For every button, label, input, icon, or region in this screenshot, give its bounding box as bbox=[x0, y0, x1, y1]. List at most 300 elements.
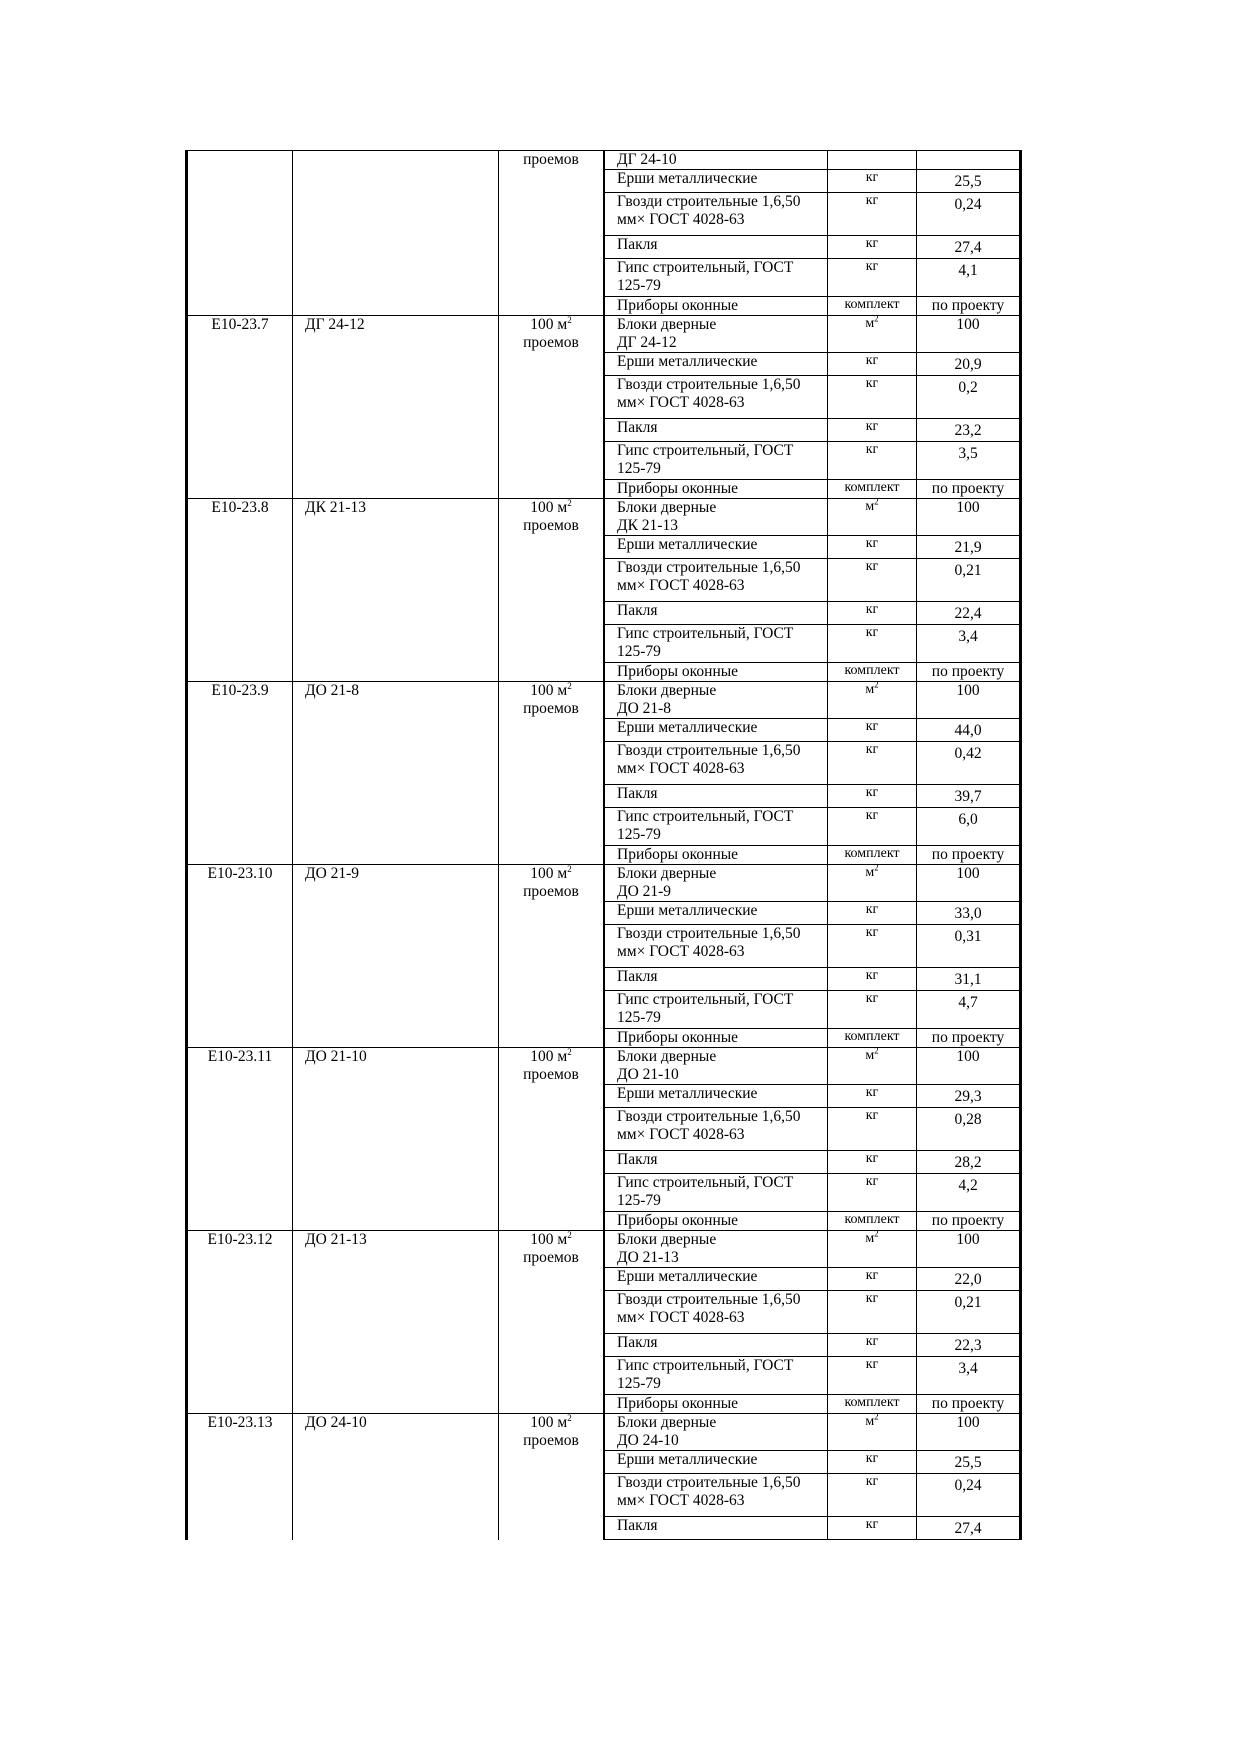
item-name-cell bbox=[604, 170, 828, 193]
name-cell: ДО 24-10 bbox=[293, 1414, 499, 1540]
unit-top-text: 100 м bbox=[530, 316, 568, 333]
item-unit-text: кг bbox=[865, 1085, 879, 1100]
item-name-line: Блоки дверные bbox=[617, 1048, 717, 1065]
item-value-cell: 33,0 bbox=[917, 902, 1021, 925]
item-value-cell: по проекту bbox=[917, 1212, 1021, 1231]
item-name-cell bbox=[604, 625, 828, 663]
unit-cell bbox=[499, 1231, 605, 1414]
item-unit-cell bbox=[828, 353, 917, 376]
item-name-cell bbox=[604, 1174, 828, 1212]
unit-bottom: проемов bbox=[523, 517, 579, 534]
item-unit-text: м bbox=[865, 1048, 875, 1063]
item-unit-text: комплект bbox=[844, 663, 900, 678]
item-value-cell: 22,3 bbox=[917, 1334, 1021, 1357]
item-name-cell bbox=[604, 1151, 828, 1174]
item-unit-cell bbox=[828, 902, 917, 925]
item-name-line: Ерши металлические bbox=[617, 1451, 758, 1468]
item-value-cell: 100 bbox=[917, 1231, 1021, 1268]
item-name-cell bbox=[604, 1291, 828, 1334]
table-row bbox=[187, 1414, 1021, 1451]
item-name-cell bbox=[604, 902, 828, 925]
item-value-cell: 27,4 bbox=[917, 236, 1021, 259]
item-name-cell bbox=[604, 259, 828, 297]
item-name-line: Пакля bbox=[617, 1334, 658, 1351]
item-name-cell bbox=[604, 1451, 828, 1474]
item-unit-cell bbox=[828, 313, 917, 353]
item-unit-text: кг bbox=[865, 1268, 879, 1283]
item-unit-text: комплект bbox=[844, 480, 900, 495]
item-name-line: Блоки дверные bbox=[617, 682, 717, 699]
item-unit-text: кг bbox=[865, 353, 879, 368]
item-unit-cell bbox=[828, 742, 917, 785]
item-unit-text: кг bbox=[865, 991, 879, 1006]
item-value-cell: 20,9 bbox=[917, 353, 1021, 376]
item-unit-text: комплект bbox=[844, 1212, 900, 1227]
item-unit-cell bbox=[828, 785, 917, 808]
item-name-cell bbox=[604, 663, 828, 682]
unit-bottom: проемов bbox=[523, 883, 579, 900]
code-cell: Е10-23.9 bbox=[187, 682, 293, 865]
item-name-cell bbox=[604, 846, 828, 865]
item-value-cell: по проекту bbox=[917, 1395, 1021, 1414]
item-unit-cell bbox=[828, 1474, 917, 1517]
item-unit-text: комплект bbox=[844, 846, 900, 861]
code-cell: Е10-23.10 bbox=[187, 865, 293, 1048]
item-unit-text: комплект bbox=[844, 1029, 900, 1044]
item-name-line: 125-79 bbox=[617, 826, 661, 843]
item-value-cell: 22,0 bbox=[917, 1268, 1021, 1291]
unit-cell bbox=[499, 499, 605, 682]
item-name-line: мм× ГОСТ 4028-63 bbox=[617, 943, 745, 960]
unit-bottom: проемов bbox=[523, 151, 579, 168]
item-unit-cell bbox=[828, 193, 917, 236]
item-name-cell bbox=[604, 925, 828, 968]
item-value-cell: 4,1 bbox=[917, 259, 1021, 297]
item-value-cell: 0,24 bbox=[917, 1474, 1021, 1517]
code-cell: Е10-23.12 bbox=[187, 1231, 293, 1414]
item-unit-cell bbox=[828, 480, 917, 499]
item-name-line: Приборы оконные bbox=[617, 297, 739, 314]
item-name-line: мм× ГОСТ 4028-63 bbox=[617, 394, 745, 411]
item-name-line: Гвозди строительные 1,6,50 bbox=[617, 925, 801, 942]
item-name-cell bbox=[604, 602, 828, 625]
item-value-cell: по проекту bbox=[917, 1029, 1021, 1048]
item-name-cell bbox=[604, 1231, 828, 1268]
item-name-cell bbox=[604, 442, 828, 480]
item-name-cell bbox=[604, 742, 828, 785]
item-unit-text: кг bbox=[865, 1517, 879, 1532]
item-name-line: ДО 21-13 bbox=[617, 1249, 679, 1266]
item-name-cell bbox=[604, 1029, 828, 1048]
item-name-line: Ерши металлические bbox=[617, 1268, 758, 1285]
item-name-line: Пакля bbox=[617, 1517, 658, 1534]
item-unit-cell bbox=[828, 236, 917, 259]
norms-table bbox=[185, 150, 1022, 1540]
unit-top bbox=[499, 499, 603, 517]
item-value-cell: 100 bbox=[917, 316, 1021, 353]
item-name-cell bbox=[604, 193, 828, 236]
item-name-line: Гипс строительный, ГОСТ bbox=[617, 259, 794, 276]
item-name-line: Блоки дверные bbox=[617, 1414, 717, 1431]
item-unit-cell bbox=[828, 1357, 917, 1395]
item-name-cell bbox=[604, 1334, 828, 1357]
item-unit-cell bbox=[828, 376, 917, 419]
item-name-cell bbox=[604, 1357, 828, 1395]
table-row bbox=[187, 682, 1021, 719]
item-unit-cell bbox=[828, 419, 917, 442]
code-cell: Е10-23.11 bbox=[187, 1048, 293, 1231]
item-unit-cell bbox=[828, 170, 917, 193]
item-name-cell bbox=[604, 1517, 828, 1540]
name-cell: ДО 21-8 bbox=[293, 682, 499, 865]
unit-top-text: 100 м bbox=[530, 1048, 568, 1065]
item-unit-cell bbox=[828, 679, 917, 719]
item-value-cell: 21,9 bbox=[917, 536, 1021, 559]
item-unit-superscript: 2 bbox=[874, 1228, 879, 1239]
item-name-line: Приборы оконные bbox=[617, 480, 739, 497]
item-unit-cell bbox=[828, 536, 917, 559]
unit-cell bbox=[499, 682, 605, 865]
item-name-line: мм× ГОСТ 4028-63 bbox=[617, 211, 745, 228]
item-name-line: ДО 24-10 bbox=[617, 1432, 679, 1449]
item-name-line: Ерши металлические bbox=[617, 1085, 758, 1102]
table-row bbox=[187, 316, 1021, 353]
item-unit-text: кг bbox=[865, 1334, 879, 1349]
item-name-cell bbox=[604, 1212, 828, 1231]
unit-top bbox=[499, 682, 603, 700]
item-unit-text: комплект bbox=[844, 297, 900, 312]
item-value-cell: 0,28 bbox=[917, 1108, 1021, 1151]
item-unit-cell bbox=[828, 1291, 917, 1334]
unit-top-text: 100 м bbox=[530, 499, 568, 516]
item-unit-text: кг bbox=[865, 1451, 879, 1466]
item-name-line: Пакля bbox=[617, 236, 658, 253]
item-unit-text: м bbox=[865, 499, 875, 514]
item-value-cell: 0,24 bbox=[917, 193, 1021, 236]
item-value-cell: 0,2 bbox=[917, 376, 1021, 419]
item-name-cell bbox=[604, 968, 828, 991]
item-unit-text: кг bbox=[865, 625, 879, 640]
item-unit-cell bbox=[828, 496, 917, 536]
item-unit-cell bbox=[828, 297, 917, 316]
item-name-cell bbox=[604, 785, 828, 808]
item-value-cell: 3,5 bbox=[917, 442, 1021, 480]
item-unit-cell bbox=[828, 1029, 917, 1048]
item-value-cell: 23,2 bbox=[917, 419, 1021, 442]
item-unit-text: м bbox=[865, 682, 875, 697]
item-unit-superscript: 2 bbox=[874, 679, 879, 690]
name-cell: ДК 21-13 bbox=[293, 499, 499, 682]
item-name-line: Ерши металлические bbox=[617, 170, 758, 187]
item-value-cell: 25,5 bbox=[917, 170, 1021, 193]
item-unit-cell bbox=[828, 719, 917, 742]
item-name-line: Гипс строительный, ГОСТ bbox=[617, 1174, 794, 1191]
unit-top-text: 100 м bbox=[530, 1414, 568, 1431]
item-value-cell: 100 bbox=[917, 499, 1021, 536]
item-name-cell bbox=[604, 419, 828, 442]
item-value-cell: 25,5 bbox=[917, 1451, 1021, 1474]
item-name-line: 125-79 bbox=[617, 277, 661, 294]
item-value-cell bbox=[917, 151, 1021, 170]
item-value-cell: 100 bbox=[917, 682, 1021, 719]
name-cell: ДО 21-9 bbox=[293, 865, 499, 1048]
item-name-line: Приборы оконные bbox=[617, 1029, 739, 1046]
item-value-cell: 44,0 bbox=[917, 719, 1021, 742]
item-name-line: Ерши металлические bbox=[617, 353, 758, 370]
item-unit-text: кг bbox=[865, 968, 879, 983]
table-row bbox=[187, 1231, 1021, 1268]
item-value-cell: 100 bbox=[917, 1414, 1021, 1451]
item-value-cell: 31,1 bbox=[917, 968, 1021, 991]
unit-top bbox=[499, 1048, 603, 1066]
item-unit-text: кг bbox=[865, 193, 879, 208]
item-unit-text: кг bbox=[865, 1174, 879, 1189]
item-name-line: мм× ГОСТ 4028-63 bbox=[617, 760, 745, 777]
unit-bottom: проемов bbox=[523, 1249, 579, 1266]
item-name-line: 125-79 bbox=[617, 643, 661, 660]
item-name-cell bbox=[604, 991, 828, 1029]
item-unit-cell bbox=[828, 151, 917, 170]
unit-bottom: проемов bbox=[523, 700, 579, 717]
item-name-cell bbox=[604, 151, 828, 170]
item-unit-cell bbox=[828, 925, 917, 968]
item-unit-cell bbox=[828, 968, 917, 991]
unit-top-text: 100 м bbox=[530, 865, 568, 882]
item-name-line: Блоки дверные bbox=[617, 316, 717, 333]
item-value-cell: 3,4 bbox=[917, 1357, 1021, 1395]
item-name-line: Гипс строительный, ГОСТ bbox=[617, 442, 794, 459]
item-value-cell: 28,2 bbox=[917, 1151, 1021, 1174]
name-cell: ДО 21-13 bbox=[293, 1231, 499, 1414]
item-name-cell bbox=[604, 1048, 828, 1085]
item-unit-cell bbox=[828, 991, 917, 1029]
item-name-cell bbox=[604, 353, 828, 376]
unit-top bbox=[499, 1231, 603, 1249]
item-name-line: ДК 21-13 bbox=[617, 517, 678, 534]
unit-superscript: 2 bbox=[567, 680, 572, 691]
item-name-line: Гвозди строительные 1,6,50 bbox=[617, 559, 801, 576]
item-unit-superscript: 2 bbox=[874, 1411, 879, 1422]
item-name-line: мм× ГОСТ 4028-63 bbox=[617, 1309, 745, 1326]
unit-bottom: проемов bbox=[523, 1066, 579, 1083]
item-unit-text: кг bbox=[865, 442, 879, 457]
item-unit-cell bbox=[828, 625, 917, 663]
table-row bbox=[187, 499, 1021, 536]
item-unit-text: комплект bbox=[844, 1395, 900, 1410]
unit-superscript: 2 bbox=[567, 1412, 572, 1423]
item-unit-cell bbox=[828, 602, 917, 625]
item-name-line: Гвозди строительные 1,6,50 bbox=[617, 376, 801, 393]
item-name-cell bbox=[604, 1474, 828, 1517]
code-cell: Е10-23.7 bbox=[187, 316, 293, 499]
item-unit-text: кг bbox=[865, 1474, 879, 1489]
item-unit-cell bbox=[828, 1045, 917, 1085]
item-unit-superscript: 2 bbox=[874, 862, 879, 873]
item-name-line: Приборы оконные bbox=[617, 846, 739, 863]
code-cell: Е10-23.8 bbox=[187, 499, 293, 682]
item-name-cell bbox=[604, 682, 828, 719]
item-name-line: Ерши металлические bbox=[617, 536, 758, 553]
item-name-cell bbox=[604, 536, 828, 559]
item-unit-cell bbox=[828, 808, 917, 846]
item-unit-text: кг bbox=[865, 536, 879, 551]
item-unit-cell bbox=[828, 846, 917, 865]
item-value-cell: 29,3 bbox=[917, 1085, 1021, 1108]
item-value-cell: 0,21 bbox=[917, 559, 1021, 602]
item-name-line: ДГ 24-10 bbox=[617, 151, 677, 168]
item-name-line: Гипс строительный, ГОСТ bbox=[617, 991, 794, 1008]
item-unit-superscript: 2 bbox=[874, 313, 879, 324]
item-name-line: Блоки дверные bbox=[617, 1231, 717, 1248]
unit-bottom: проемов bbox=[523, 334, 579, 351]
item-unit-cell bbox=[828, 1212, 917, 1231]
item-name-line: Гипс строительный, ГОСТ bbox=[617, 808, 794, 825]
item-name-cell bbox=[604, 865, 828, 902]
item-name-line: Приборы оконные bbox=[617, 1395, 739, 1412]
unit-top bbox=[499, 316, 603, 334]
table-row bbox=[187, 1048, 1021, 1085]
item-value-cell: 4,7 bbox=[917, 991, 1021, 1029]
item-name-cell bbox=[604, 1395, 828, 1414]
item-unit-cell bbox=[828, 1174, 917, 1212]
item-name-line: ДО 21-10 bbox=[617, 1066, 679, 1083]
item-unit-superscript: 2 bbox=[874, 1045, 879, 1056]
item-unit-text: кг bbox=[865, 376, 879, 391]
item-value-cell: 27,4 bbox=[917, 1517, 1021, 1540]
item-unit-text: кг bbox=[865, 419, 879, 434]
item-name-line: Ерши металлические bbox=[617, 902, 758, 919]
unit-top bbox=[499, 1414, 603, 1432]
item-value-cell: 0,31 bbox=[917, 925, 1021, 968]
unit-cell bbox=[499, 1414, 605, 1540]
item-name-line: Приборы оконные bbox=[617, 663, 739, 680]
unit-superscript: 2 bbox=[567, 1229, 572, 1240]
item-unit-cell bbox=[828, 862, 917, 902]
item-unit-text: кг bbox=[865, 925, 879, 940]
item-unit-text: кг bbox=[865, 1108, 879, 1123]
item-unit-cell bbox=[828, 442, 917, 480]
item-unit-cell bbox=[828, 259, 917, 297]
unit-superscript: 2 bbox=[567, 863, 572, 874]
item-name-line: Ерши металлические bbox=[617, 719, 758, 736]
unit-cell bbox=[499, 151, 605, 316]
item-unit-cell bbox=[828, 1228, 917, 1268]
item-value-cell: 100 bbox=[917, 865, 1021, 902]
item-unit-superscript: 2 bbox=[874, 496, 879, 507]
unit-cell bbox=[499, 865, 605, 1048]
item-name-line: Пакля bbox=[617, 1151, 658, 1168]
item-value-cell: 22,4 bbox=[917, 602, 1021, 625]
item-unit-cell bbox=[828, 1108, 917, 1151]
name-cell bbox=[293, 151, 499, 316]
item-name-line: Пакля bbox=[617, 419, 658, 436]
unit-superscript: 2 bbox=[567, 314, 572, 325]
item-name-cell bbox=[604, 316, 828, 353]
item-name-line: Гвозди строительные 1,6,50 bbox=[617, 193, 801, 210]
unit-cell bbox=[499, 1048, 605, 1231]
item-unit-cell bbox=[828, 1268, 917, 1291]
unit-top bbox=[499, 865, 603, 883]
item-value-cell: 39,7 bbox=[917, 785, 1021, 808]
name-cell: ДО 21-10 bbox=[293, 1048, 499, 1231]
item-name-cell bbox=[604, 808, 828, 846]
item-unit-cell bbox=[828, 1451, 917, 1474]
item-unit-text: кг bbox=[865, 742, 879, 757]
item-name-line: 125-79 bbox=[617, 1375, 661, 1392]
item-unit-text: кг bbox=[865, 808, 879, 823]
item-name-line: Гипс строительный, ГОСТ bbox=[617, 1357, 794, 1374]
item-name-cell bbox=[604, 499, 828, 536]
item-value-cell: 3,4 bbox=[917, 625, 1021, 663]
unit-superscript: 2 bbox=[567, 1046, 572, 1057]
item-name-line: Гвозди строительные 1,6,50 bbox=[617, 742, 801, 759]
name-cell: ДГ 24-12 bbox=[293, 316, 499, 499]
item-value-cell: 6,0 bbox=[917, 808, 1021, 846]
code-cell bbox=[187, 151, 293, 316]
code-cell: Е10-23.13 bbox=[187, 1414, 293, 1540]
item-unit-text: кг bbox=[865, 602, 879, 617]
item-name-line: ДГ 24-12 bbox=[617, 334, 677, 351]
item-name-cell bbox=[604, 376, 828, 419]
item-unit-cell bbox=[828, 1085, 917, 1108]
item-name-cell bbox=[604, 559, 828, 602]
item-name-cell bbox=[604, 719, 828, 742]
table-row bbox=[187, 865, 1021, 902]
item-name-line: Блоки дверные bbox=[617, 499, 717, 516]
unit-top-text: 100 м bbox=[530, 1231, 568, 1248]
item-name-line: Блоки дверные bbox=[617, 865, 717, 882]
item-name-cell bbox=[604, 236, 828, 259]
norms-table-body bbox=[187, 151, 1021, 1540]
item-value-cell: по проекту bbox=[917, 846, 1021, 865]
item-name-cell bbox=[604, 1268, 828, 1291]
item-unit-text: кг bbox=[865, 170, 879, 185]
item-name-line: мм× ГОСТ 4028-63 bbox=[617, 577, 745, 594]
item-value-cell: по проекту bbox=[917, 480, 1021, 499]
item-name-line: 125-79 bbox=[617, 1009, 661, 1026]
item-value-cell: по проекту bbox=[917, 663, 1021, 682]
unit-bottom: проемов bbox=[523, 1432, 579, 1449]
item-value-cell: 0,21 bbox=[917, 1291, 1021, 1334]
item-unit-cell bbox=[828, 1395, 917, 1414]
item-unit-text: кг bbox=[865, 719, 879, 734]
item-unit-text: кг bbox=[865, 785, 879, 800]
item-unit-text: кг bbox=[865, 1357, 879, 1372]
item-name-line: Пакля bbox=[617, 968, 658, 985]
item-unit-cell bbox=[828, 559, 917, 602]
item-name-line: Пакля bbox=[617, 785, 658, 802]
item-value-cell: 4,2 bbox=[917, 1174, 1021, 1212]
item-unit-cell bbox=[828, 663, 917, 682]
item-name-line: Пакля bbox=[617, 602, 658, 619]
item-unit-text: кг bbox=[865, 1291, 879, 1306]
item-unit-text: кг bbox=[865, 902, 879, 917]
item-unit-text: кг bbox=[865, 1151, 879, 1166]
item-unit-cell bbox=[828, 1151, 917, 1174]
item-unit-text: кг bbox=[865, 259, 879, 274]
item-name-cell bbox=[604, 1085, 828, 1108]
unit-top-text: 100 м bbox=[530, 682, 568, 699]
item-name-line: Гвозди строительные 1,6,50 bbox=[617, 1474, 801, 1491]
item-unit-text: кг bbox=[865, 236, 879, 251]
item-name-line: Приборы оконные bbox=[617, 1212, 739, 1229]
item-unit-cell bbox=[828, 1411, 917, 1451]
item-value-cell: 0,42 bbox=[917, 742, 1021, 785]
item-name-cell bbox=[604, 297, 828, 316]
item-name-line: ДО 21-8 bbox=[617, 700, 672, 717]
item-name-cell bbox=[604, 1414, 828, 1451]
item-name-cell bbox=[604, 480, 828, 499]
